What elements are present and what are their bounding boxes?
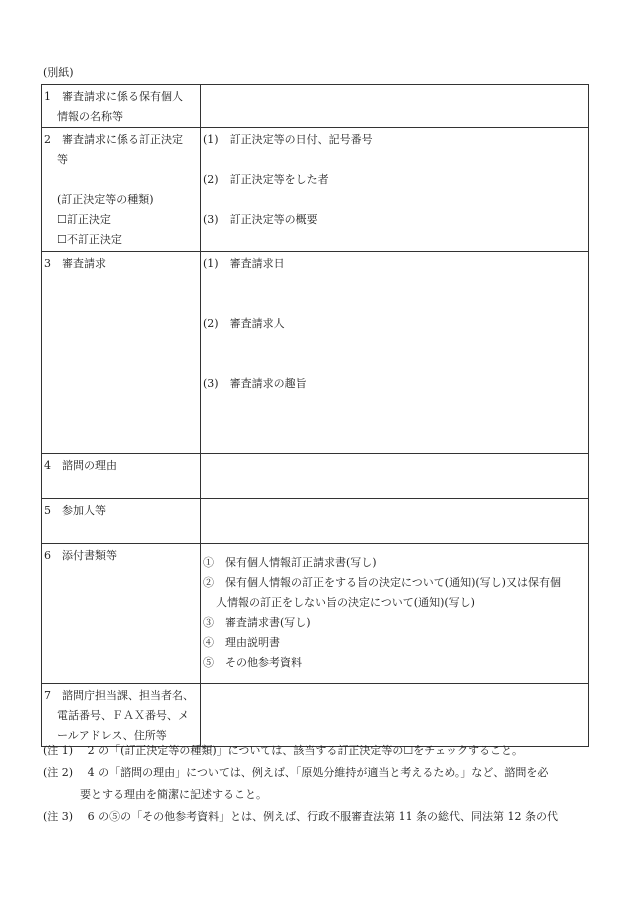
row-2-label-cell — [42, 128, 201, 252]
row-2-item-2: (2) 訂正決定等をした者 — [203, 173, 329, 186]
row-2-item-3: (3) 訂正決定等の概要 — [203, 213, 318, 226]
row-6-label-cell — [42, 544, 201, 684]
row-3-item-3: (3) 審査請求の趣旨 — [203, 377, 307, 390]
attachment-item-2-line-2: 人情報の訂正をしない旨の決定について(通知)(写し) — [216, 596, 475, 609]
row-4-label-cell — [42, 454, 201, 499]
note-1: (注 1) 2 の「(訂正決定等の種類)」については、該当する訂正決定等の☐をチェックすること。 — [43, 744, 523, 757]
row-1-personal-info-name — [42, 85, 589, 128]
note-2-line-1: (注 2) 4 の「諮問の理由」については、例えば、「原処分維持が適当と考えるため。」など、諮問を必 — [43, 766, 549, 779]
attachment-heading: (別紙) — [43, 66, 74, 79]
row-5-participants — [42, 499, 589, 544]
row-7-value-cell[interactable] — [201, 684, 589, 747]
row-4-reason — [42, 454, 589, 499]
row-5-label: 5 参加人等 — [44, 504, 106, 517]
decision-kind-title: (訂正決定等の種類) — [57, 193, 154, 206]
row-5-label-cell — [42, 499, 201, 544]
row-3-label: 3 審査請求 — [44, 257, 106, 270]
row-3-label-cell — [42, 252, 201, 454]
attachment-item-1: ① 保有個人情報訂正請求書(写し) — [203, 556, 377, 569]
attachment-item-2-line-1: ② 保有個人情報の訂正をする旨の決定について(通知)(写し)又は保有個 — [203, 576, 561, 589]
note-3: (注 3) 6 の⑤の「その他参考資料」とは、例えば、行政不服審査法第 11 条の総代、同法第 12 条の代 — [43, 810, 559, 823]
referral-form-table — [41, 84, 589, 747]
checkbox-correction-decision[interactable]: ☐訂正決定 — [57, 213, 111, 226]
row-4-label: 4 諮問の理由 — [44, 459, 117, 472]
attachment-item-4: ④ 理由説明書 — [203, 636, 280, 649]
row-7-label-cell — [42, 684, 201, 747]
row-5-value-cell[interactable] — [201, 499, 589, 544]
row-2-label-line-2: 等 — [57, 153, 68, 166]
row-1-value-cell[interactable] — [201, 85, 589, 128]
row-1-label-line-2: 情報の名称等 — [57, 110, 123, 123]
attachment-item-3: ③ 審査請求書(写し) — [203, 616, 311, 629]
row-3-item-2: (2) 審査請求人 — [203, 317, 285, 330]
row-2-label-line-1: 2 審査請求に係る訂正決定 — [44, 133, 183, 146]
row-1-label-cell — [42, 85, 201, 128]
row-2-item-1: (1) 訂正決定等の日付、記号番号 — [203, 133, 373, 146]
row-2-value-cell — [201, 128, 589, 252]
row-3-value-cell — [201, 252, 589, 454]
note-2-line-2: 要とする理由を簡潔に記述すること。 — [80, 788, 267, 801]
attachment-item-5: ⑤ その他参考資料 — [203, 656, 302, 669]
row-7-label-line-1: 7 諮問庁担当課、担当者名、 — [44, 689, 194, 702]
row-3-item-1: (1) 審査請求日 — [203, 257, 285, 270]
checkbox-non-correction-decision[interactable]: ☐不訂正決定 — [57, 233, 122, 246]
row-2-correction-decision — [42, 128, 589, 252]
row-7-label-line-2: 電話番号、ＦＡＸ番号、メ — [57, 709, 189, 722]
row-1-label-line-1: 1 審査請求に係る保有個人 — [44, 90, 183, 103]
row-6-value-cell — [201, 544, 589, 684]
row-4-value-cell[interactable] — [201, 454, 589, 499]
row-3-review-request — [42, 252, 589, 454]
row-6-attachments — [42, 544, 589, 684]
row-7-label-line-3: ールアドレス、住所等 — [57, 729, 167, 742]
notes-section — [43, 740, 593, 828]
row-6-label: 6 添付書類等 — [44, 549, 117, 562]
row-7-contact — [42, 684, 589, 747]
